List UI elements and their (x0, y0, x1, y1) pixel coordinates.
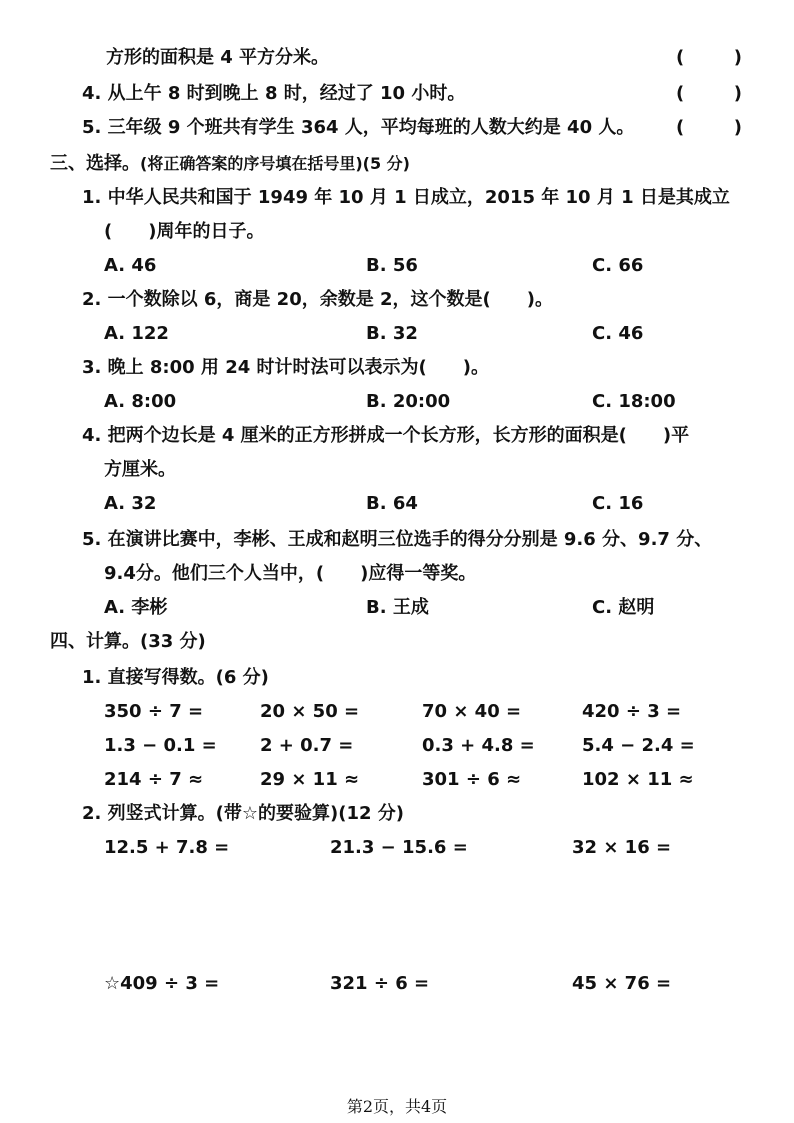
subsection-vertical-title: 2. 列竖式计算。(带☆的要验算)(12 分) (82, 803, 404, 824)
q1-option-b: B. 56 (366, 255, 418, 276)
q1-option-c: C. 66 (592, 255, 644, 276)
vertical-calc-2: 21.3 − 15.6 = (330, 837, 468, 858)
vertical-calc-5: 321 ÷ 6 = (330, 973, 430, 994)
paren-open: ( (676, 47, 685, 68)
vertical-calc-6: 45 × 76 = (572, 973, 672, 994)
q4-line-2: 方厘米。 (104, 459, 176, 480)
paren-close: ) (733, 47, 742, 68)
q1-option-a: A. 46 (104, 255, 157, 276)
section-3-title: 三、选择。 (50, 153, 140, 174)
paren-close: ) (733, 117, 742, 138)
oral-calc-r3c2: 29 × 11 ≈ (260, 769, 360, 790)
oral-calc-r2c2: 2 + 0.7 = (260, 735, 354, 756)
vertical-calc-3: 32 × 16 = (572, 837, 672, 858)
q5-line-2: 9.4分。他们三个人当中，( )应得一等奖。 (104, 563, 477, 584)
judge-line-2: 4. 从上午 8 时到晚上 8 时，经过了 10 小时。 (82, 83, 466, 104)
oral-calc-r3c1: 214 ÷ 7 ≈ (104, 769, 204, 790)
section-4-title: 四、计算。(33 分) (50, 631, 206, 652)
oral-calc-r1c1: 350 ÷ 7 = (104, 701, 204, 722)
q1-line-2: ( )周年的日子。 (104, 221, 265, 242)
vertical-calc-1: 12.5 + 7.8 = (104, 837, 230, 858)
q4-line-1: 4. 把两个边长是 4 厘米的正方形拼成一个长方形，长方形的面积是( )平 (82, 425, 690, 446)
q3-option-a: A. 8:00 (104, 391, 177, 412)
oral-calc-r2c3: 0.3 + 4.8 = (422, 735, 535, 756)
paren-close: ) (733, 83, 742, 104)
q5-option-b: B. 王成 (366, 597, 429, 618)
q1-line-1: 1. 中华人民共和国于 1949 年 10 月 1 日成立，2015 年 10 月 1 日是其成立 (82, 187, 730, 208)
paren-open: ( (676, 117, 685, 138)
subsection-oral-title: 1. 直接写得数。(6 分) (82, 667, 269, 688)
section-3-heading (50, 152, 410, 176)
q2-option-a: A. 122 (104, 323, 169, 344)
oral-calc-r3c3: 301 ÷ 6 ≈ (422, 769, 522, 790)
q3-option-c: C. 18:00 (592, 391, 676, 412)
oral-calc-r2c4: 5.4 − 2.4 = (582, 735, 695, 756)
section-3-note: (将正确答案的序号填在括号里)(5 分) (140, 154, 410, 173)
judge-line-3: 5. 三年级 9 个班共有学生 364 人，平均每班的人数大约是 40 人。 (82, 117, 635, 138)
q3-option-b: B. 20:00 (366, 391, 451, 412)
q5-option-a: A. 李彬 (104, 597, 168, 618)
oral-calc-r1c4: 420 ÷ 3 = (582, 701, 682, 722)
q3-line: 3. 晚上 8:00 用 24 时计时法可以表示为( )。 (82, 357, 489, 378)
answer-paren-1 (676, 46, 742, 70)
page-footer: 第2页，共4页 (346, 1097, 448, 1116)
q4-option-c: C. 16 (592, 493, 644, 514)
q4-option-b: B. 64 (366, 493, 418, 514)
q2-option-c: C. 46 (592, 323, 644, 344)
vertical-calc-4: ☆409 ÷ 3 = (104, 973, 220, 994)
answer-paren-2 (676, 82, 742, 106)
q4-option-a: A. 32 (104, 493, 157, 514)
q2-line: 2. 一个数除以 6，商是 20，余数是 2，这个数是( )。 (82, 289, 553, 310)
oral-calc-r3c4: 102 × 11 ≈ (582, 769, 694, 790)
q5-option-c: C. 赵明 (592, 597, 655, 618)
judge-line-1: 方形的面积是 4 平方分米。 (106, 47, 330, 68)
paren-open: ( (676, 83, 685, 104)
oral-calc-r2c1: 1.3 − 0.1 = (104, 735, 217, 756)
oral-calc-r1c2: 20 × 50 = (260, 701, 360, 722)
answer-paren-3 (676, 116, 742, 140)
oral-calc-r1c3: 70 × 40 = (422, 701, 522, 722)
q5-line-1: 5. 在演讲比赛中，李彬、王成和赵明三位选手的得分分别是 9.6 分、9.7 分、 (82, 529, 713, 550)
q2-option-b: B. 32 (366, 323, 418, 344)
